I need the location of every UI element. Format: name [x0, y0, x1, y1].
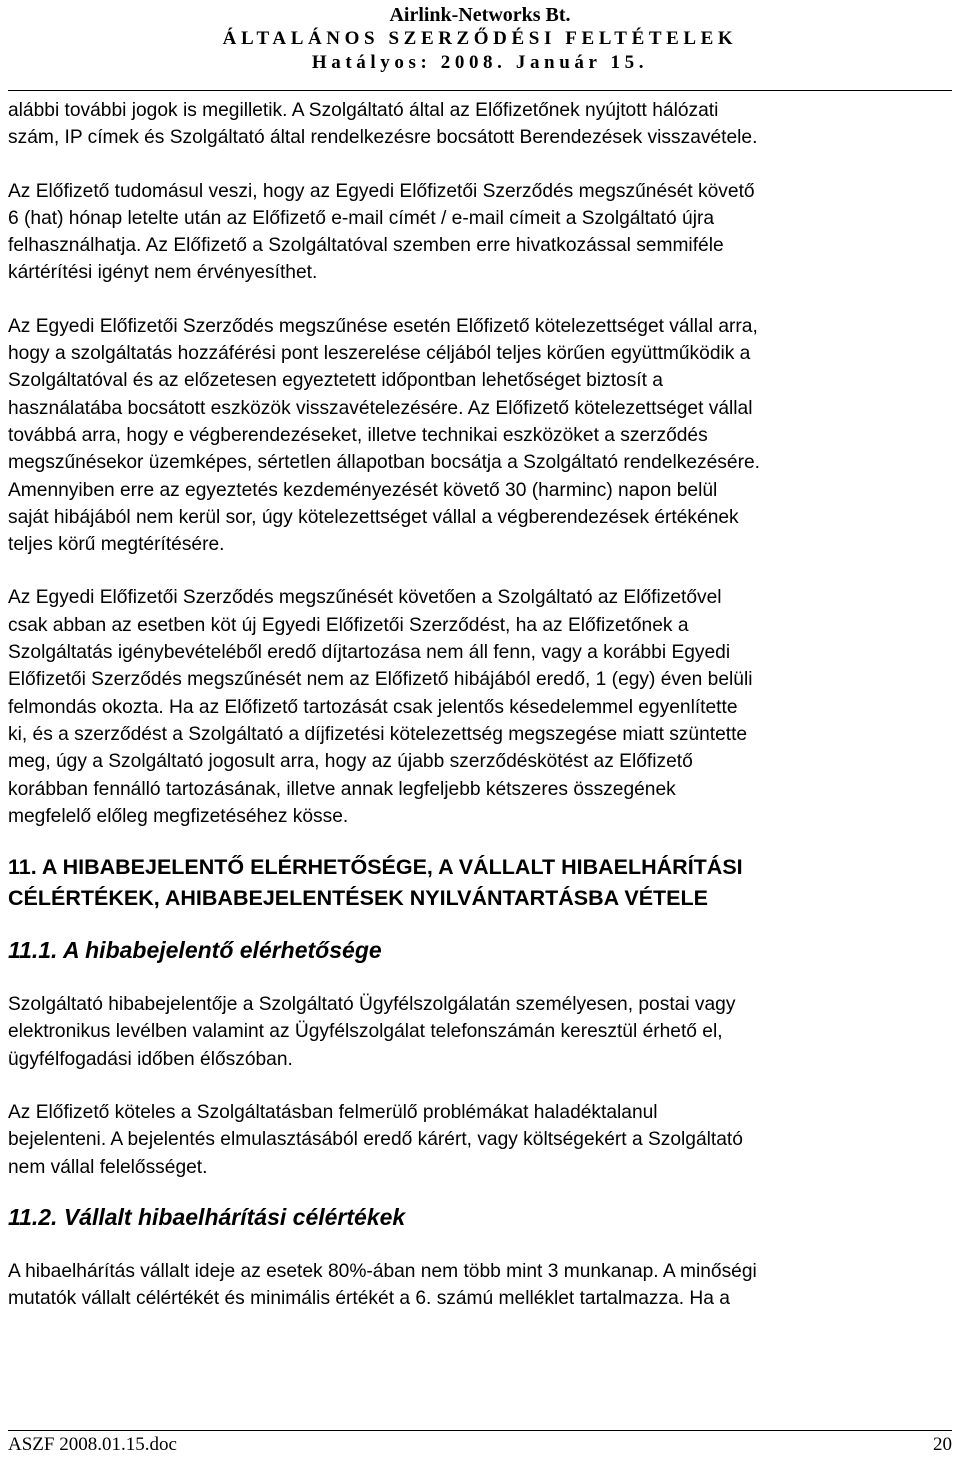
text-line: szám, IP címek és Szolgáltató által rendelkezésre bocsátott Berendezések visszavétele.	[8, 127, 758, 149]
text-line: megszűnésekor üzemképes, sértetlen állapotban bocsátja a Szolgáltató rendelkezésére.	[8, 452, 760, 474]
text-line: Az Egyedi Előfizetői Szerződés megszűnése esetén Előfizető kötelezettséget vállal arra,	[8, 315, 758, 337]
text-line: Szolgáltatóval és az előzetesen egyeztetett időpontban lehetőséget biztosít a	[8, 370, 663, 392]
text-line: elektronikus levélben valamint az Ügyfélszolgálat telefonszámán keresztül érhető el,	[8, 1021, 723, 1043]
paragraph-reporting-channels	[8, 991, 956, 1073]
text-line: Az Előfizető tudomásul veszi, hogy az Egyedi Előfizetői Szerződés megszűnését követő	[8, 180, 755, 202]
page-header	[0, 3, 960, 75]
footer-divider	[8, 1430, 952, 1431]
paragraph-rights	[8, 97, 956, 152]
text-line: Szolgáltatás igénybevételéből eredő díjtartozása nem áll fenn, vagy a korábbi Egyedi	[8, 642, 731, 664]
text-line: ügyfélfogadási időben élőszóban.	[8, 1048, 293, 1070]
text-line: megfelelő előleg megfizetéséhez kösse.	[8, 805, 349, 827]
header-title: ÁLTALÁNOS SZERZŐDÉSI FELTÉTELEK	[222, 28, 738, 49]
text-line: Előfizetői Szerződés megszűnését nem az Előfizető hibájából eredő, 1 (egy) éven belüli	[8, 669, 753, 691]
heading-line: 11. A HIBABEJELENTŐ ELÉRHETŐSÉGE, A VÁLLALT HIBAELHÁRÍTÁSI	[8, 855, 743, 880]
text-line: Az Egyedi Előfizetői Szerződés megszűnését követően a Szolgáltató az Előfizetővel	[8, 587, 722, 609]
text-line: továbbá arra, hogy e végberendezéseket, illetve technikai eszközöket a szerződés	[8, 424, 708, 446]
paragraph-repair-targets	[8, 1258, 956, 1313]
text-line: Amennyiben erre az egyeztetés kezdeményezését követő 30 (harminc) napon belül	[8, 479, 718, 501]
paragraph-new-contract	[8, 584, 956, 830]
text-line: A hibaelhárítás vállalt ideje az esetek 80%-ában nem több mint 3 munkanap. A minőségi	[8, 1260, 757, 1282]
text-line: 6 (hat) hónap letelte után az Előfizető e-mail címét / e-mail címeit a Szolgáltató újra	[8, 207, 715, 229]
paragraph-equipment-return	[8, 313, 956, 559]
text-line: korábban fennálló tartozásának, illetve annak legfeljebb kétszeres összegének	[8, 778, 676, 800]
text-line: csak abban az esetben köt új Egyedi Előfizetői Szerződést, ha az Előfizetőnek a	[8, 614, 689, 636]
paragraph-report-obligation	[8, 1099, 956, 1181]
header-divider	[8, 90, 952, 91]
text-line: alábbi további jogok is megilletik. A Szolgáltató által az Előfizetőnek nyújtott hálózati	[8, 100, 719, 121]
text-line: felhasználhatja. Az Előfizető a Szolgáltatóval szemben erre hivatkozással semmiféle	[8, 235, 724, 257]
header-effective-date: Hatályos: 2008. Január 15.	[311, 52, 649, 73]
text-line: felmondás okozta. Ha az Előfizető tartozását csak jelentős késedelemmel egyenlítette	[8, 696, 738, 718]
text-line: Az Előfizető köteles a Szolgáltatásban felmerülő problémákat haladéktalanul	[8, 1102, 658, 1124]
header-company: Airlink-Networks Bt.	[389, 4, 571, 26]
text-line: meg, úgy a Szolgáltató jogosult arra, hogy az újabb szerződéskötést az Előfizető	[8, 751, 693, 773]
document-body	[8, 97, 956, 1313]
text-line: mutatók vállalt célértékét és minimális értékét a 6. számú melléklet tartalmazza. Ha a	[8, 1288, 730, 1310]
text-line: hogy a szolgáltatás hozzáférési pont leszerelése céljából teljes körűen együttműködik a	[8, 343, 751, 365]
text-line: nem vállal felelősséget.	[8, 1156, 208, 1178]
text-line: használatába bocsátott eszközök visszavételezésére. Az Előfizető kötelezettséget vállal	[8, 397, 753, 419]
heading-line: CÉLÉRTÉKEK, AHIBABEJELENTÉSEK NYILVÁNTARTÁSBA VÉTELE	[8, 886, 708, 911]
text-line: saját hibájából nem kerül sor, úgy kötelezettséget vállal a végberendezések értékének	[8, 506, 739, 528]
footer-document-reference: ASZF 2008.01.15.doc	[8, 1434, 177, 1455]
footer-page-number: 20	[933, 1434, 952, 1455]
text-line: ki, és a szerződést a Szolgáltató a díjfizetési kötelezettség megszegése miatt szüntette	[8, 723, 748, 745]
section-heading-11	[8, 852, 956, 914]
text-line: teljes körű megtérítésére.	[8, 534, 225, 556]
subsection-heading-11-2: 11.2. Vállalt hibaelhárítási célértékek	[8, 1203, 406, 1230]
paragraph-email-reuse	[8, 178, 956, 287]
text-line: Szolgáltató hibabejelentője a Szolgáltató Ügyfélszolgálatán személyesen, postai vagy	[8, 994, 736, 1016]
text-line: bejelenteni. A bejelentés elmulasztásából eredő kárért, vagy költségekért a Szolgáltató	[8, 1129, 743, 1151]
text-line: kártérítési igényt nem érvényesíthet.	[8, 262, 318, 284]
subsection-heading-11-1: 11.1. A hibabejelentő elérhetősége	[8, 937, 382, 964]
